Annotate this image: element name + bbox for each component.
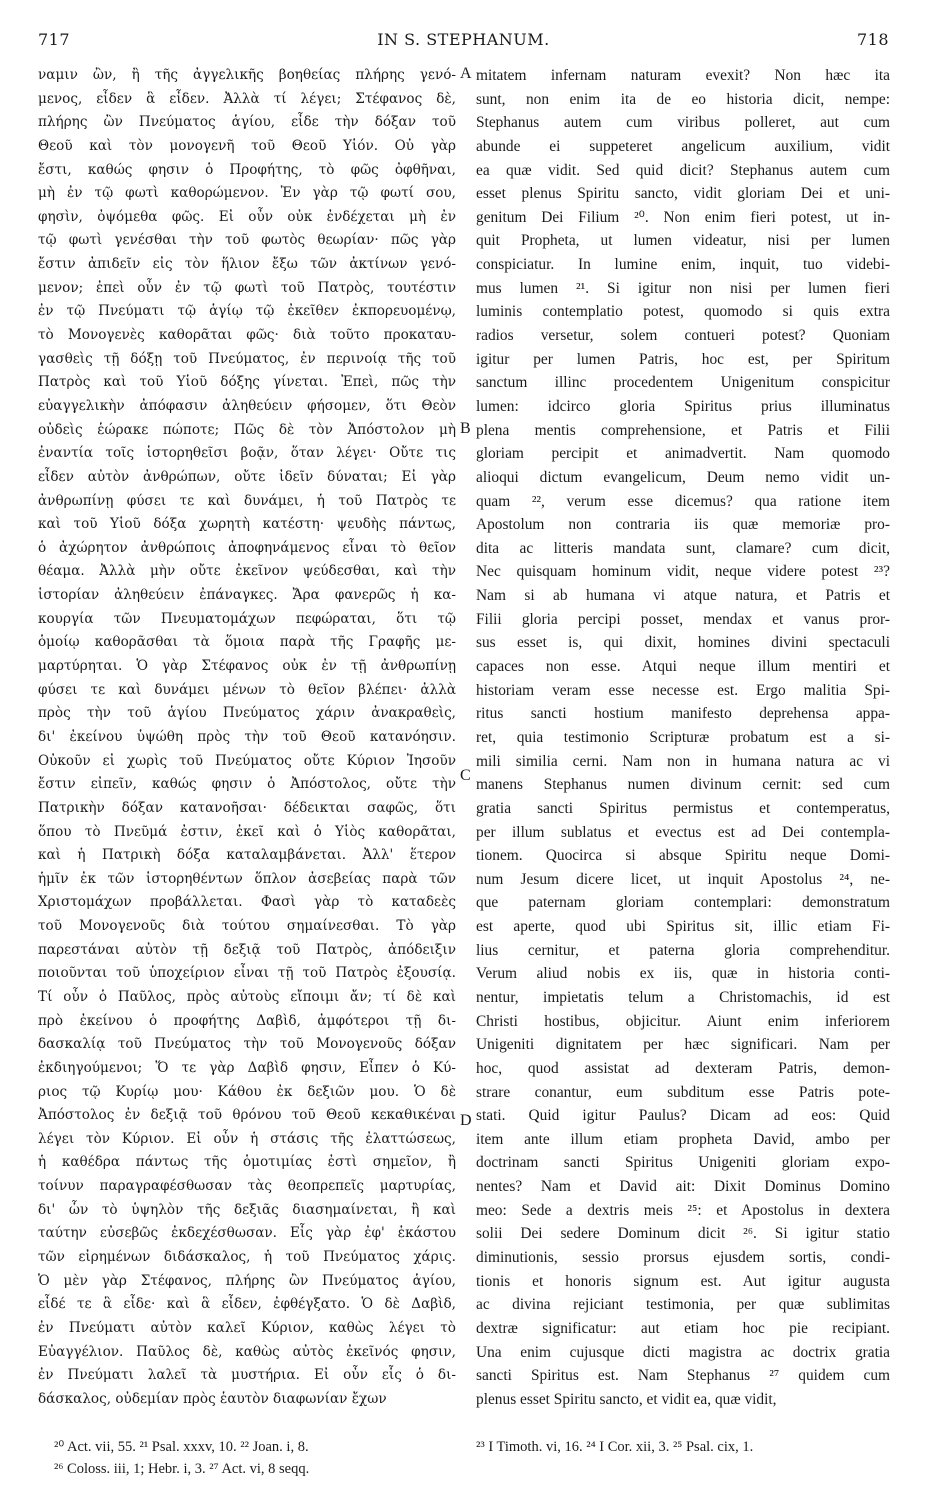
greek-column	[38, 64, 456, 1412]
greek-text-line: εἶδέ τε ἃ εἶδε· καὶ ἃ εἶδεν, ἐφθέγξατο. Ὁ δὲ Δαβὶδ,	[38, 1296, 456, 1313]
greek-text-line: ἀνθρωπίνῃ φύσει τε καὶ δυνάμει, ἡ τοῦ Πατρὸς τε	[38, 492, 456, 509]
latin-text-line: capaces non esse. Atqui neque illum mentiri et	[476, 658, 890, 676]
greek-text-line: καὶ ἡ Πατρικὴ δόξα καταλαμβάνεται. Ἀλλ' ἕτερον	[38, 847, 456, 864]
margin-letter-b: B	[460, 420, 471, 437]
greek-text-line: ἐκδιηγούμενοι; Ὅ τε γὰρ Δαβὶδ φησιν, Εἶπεν ὁ Κύ-	[38, 1059, 456, 1076]
greek-text-line: τοίνυν παραγραφέσθωσαν τὰς θεοπρεπεῖς μαρτυρίας,	[38, 1178, 456, 1195]
latin-text-line: Una enim cujusque dicti magistra ac doctrix gratia	[476, 1343, 890, 1361]
greek-text-line: μαρτύρηται. Ὁ γὰρ Στέφανος οὐκ ἐν τῇ ἀνθρωπίνῃ	[38, 658, 456, 675]
greek-text-line: ριος τῷ Κυρίῳ μου· Κάθου ἐκ δεξιῶν μου. Ὁ δὲ	[38, 1083, 456, 1100]
footnotes-left	[54, 1436, 464, 1480]
greek-text-line: παρεστάναι αὐτὸν τῇ δεξιᾷ τοῦ Πατρὸς, ἀπόδειξιν	[38, 941, 456, 958]
greek-text-line: οὐδεὶς ἑώρακε πώποτε; Πῶς δὲ τὸν Ἀπόστολον μὴ	[38, 421, 456, 438]
latin-text-line: doctrinam sancti Spiritus Unigeniti gloriam expo-	[476, 1154, 890, 1172]
latin-text-line: Apostolum non contraria iis quæ memoriæ pro-	[476, 516, 890, 534]
greek-text-line: ἐν Πνεύματι αὐτὸν καλεῖ Κύριον, καθὼς λέγει τὸ	[38, 1319, 456, 1336]
latin-text-line: esset plenus Spiritu sancto, vidit gloriam Dei et uni-	[476, 185, 890, 203]
latin-text-line: tionis et honoris signum est. Aut igitur augusta	[476, 1272, 890, 1290]
greek-text-line: μὴ ἐν τῷ φωτὶ καθορώμενον. Ἐν γὰρ τῷ φωτί σου,	[38, 185, 456, 202]
greek-text-line: πρὸς τὴν τοῦ ἁγίου Πνεύματος χάριν ἀνακραθεὶς,	[38, 705, 456, 722]
greek-text-line: ἔστιν εἰπεῖν, καθώς φησιν ὁ Ἀπόστολος, οὔτε τὴν	[38, 776, 456, 793]
latin-text-line: solii Dei sedere Dominum dicit ²⁶. Si igitur statio	[476, 1225, 890, 1243]
latin-text-line: sunt, non enim ita de eo historia dicit, nempe:	[476, 90, 890, 108]
latin-text-line: plena mentis comprehensione, et Patris et Filii	[476, 421, 890, 439]
greek-text-line: Πατρὸς καὶ τοῦ Υἱοῦ δόξης γίνεται. Ἐπεὶ, πῶς τὴν	[38, 374, 456, 391]
greek-text-line: θέαμα. Ἀλλὰ μὴν οὔτε ἐκεῖνον ψεύδεσθαι, καὶ τὴν	[38, 563, 456, 580]
greek-text-line: Τί οὖν ὁ Παῦλος, πρὸς αὐτοὺς εἴποιμι ἄν; τί δὲ καὶ	[38, 988, 456, 1005]
greek-text-line: ποιοῦνται τοῦ ὑποχείριον εἶναι τῇ τοῦ Πατρὸς ἐξουσίᾳ.	[38, 965, 456, 982]
latin-text-line: Unigeniti dignitatem per hæc significari. Nam per	[476, 1036, 890, 1054]
greek-text-line: Εὐαγγέλιον. Παῦλος δὲ, καθὼς αὐτὸς ἐκεῖνός φησιν,	[38, 1343, 456, 1360]
greek-text-line: ταύτην εὐσεβῶς ἐκδεχέσθωσαν. Εἷς γὰρ ἐφ' ἑκάστου	[38, 1225, 456, 1242]
greek-text-line: ὅπου τὸ Πνεῦμά ἐστιν, ἐκεῖ καὶ ὁ Υἱὸς καθορᾶται,	[38, 823, 456, 840]
latin-text-line: quam ²², verum esse dicemus? qua ratione item	[476, 492, 890, 510]
latin-text-line: mili similia cerni. Nam non in humana natura ac vi	[476, 752, 890, 770]
latin-text-line: hoc, quod assistat ad dexteram Patris, demon-	[476, 1059, 890, 1077]
latin-text-line: plenus esset Spiritu sancto, et vidit ea, quæ vidit,	[476, 1390, 777, 1408]
running-title: IN S. STEPHANUM.	[377, 30, 550, 49]
latin-text-line: Stephanus autem cum viribus polleret, aut cum	[476, 114, 890, 132]
latin-text-line: Filii gloria percipi posset, mendax et vanus pror-	[476, 610, 890, 628]
greek-text-line: Οὐκοῦν εἰ χωρὶς τοῦ Πνεύματος οὔτε Κύριον Ἰησοῦν	[38, 752, 456, 769]
greek-text-line: ἔστιν ἀπιδεῖν εἰς τὸν ἥλιον ἔξω τῶν ἀκτίνων γενό-	[38, 256, 456, 273]
greek-text-line: εἶδεν αὐτὸν ἀνθρώπων, οὔτε ἰδεῖν δύναται; Εἰ γὰρ	[38, 468, 456, 485]
greek-text-line: φησὶν, ὀψόμεθα φῶς. Εἰ οὖν οὐκ ἐνδέχεται μὴ ἐν	[38, 208, 456, 225]
latin-text-line: stati. Quid igitur Paulus? Dicam ad eos: Quid	[476, 1107, 890, 1125]
footnote-line: ²⁰ Act. vii, 55. ²¹ Psal. xxxv, 10. ²² Joan. i, 8.	[54, 1439, 309, 1455]
latin-text-line: Verum aliud nobis ex iis, quæ in historia conti-	[476, 965, 890, 983]
greek-text-line: δι' ὧν τὸ ὑψηλὸν τῆς δεξιᾶς διασημαίνεται, ἢ καὶ	[38, 1201, 456, 1218]
greek-text-line: τὸ Μονογενὲς καθορᾶται φῶς· διὰ τοῦτο προκαταυ-	[38, 327, 456, 344]
greek-text-line: ἐν Πνεύματι λαλεῖ τὰ μυστήρια. Εἰ οὖν εἷς ὁ δι-	[38, 1367, 456, 1384]
greek-text-line: τοῦ Μονογενοῦς διὰ τούτου σημαίνεσθαι. Τὸ γὰρ	[38, 918, 456, 935]
latin-text-line: num Jesum dicere licet, ut inquit Apostolus ²⁴, ne-	[476, 870, 890, 888]
latin-text-line: nentes? Nam et David ait: Dixit Dominus Domino	[476, 1178, 890, 1196]
latin-text-line: est aperte, quod ubi Spiritus sit, illic etiam Fi-	[476, 918, 890, 936]
greek-text-line: πρὸ ἐκείνου ὁ προφήτης Δαβὶδ, ἀμφότεροι τῇ δι-	[38, 1012, 456, 1029]
margin-letter-c: C	[460, 767, 471, 784]
latin-text-line: sancti Spiritus est. Nam Stephanus ²⁷ quidem cum	[476, 1367, 890, 1385]
latin-text-line: quit Propheta, ut lumen videatur, nisi per lumen	[476, 232, 890, 250]
greek-text-line: Πατρικὴν δόξαν κατανοῆσαι· δέδεικται σαφῶς, ὅτι	[38, 799, 456, 816]
greek-text-line: πλήρης ὢν Πνεύματος ἁγίου, εἶδε τὴν δόξαν τοῦ	[38, 114, 456, 131]
greek-text-line: καὶ τοῦ Υἱοῦ δόξα χωρητὴ κατέστη· ψευδὴς πάντως,	[38, 516, 456, 533]
greek-text-line: τῷ φωτὶ γενέσθαι τὴν τοῦ φωτὸς θεωρίαν· πῶς γὰρ	[38, 232, 456, 249]
greek-text-line: κουργία τῶν Πνευματομάχων πεφώραται, ὅτι τῷ	[38, 610, 456, 627]
latin-text-line: Nec quisquam hominum vidit, neque videre potest ²³?	[476, 563, 890, 581]
greek-text-line: Θεοῦ καὶ τὸν μονογενῆ τοῦ Θεοῦ Υἱόν. Οὐ γὰρ	[38, 137, 456, 154]
latin-text-line: gloriam percipit et animadvertit. Nam quomodo	[476, 445, 890, 463]
latin-text-line: ea quæ vidit. Sed quid dicit? Stephanus autem cum	[476, 161, 890, 179]
latin-text-line: ac divina rejiciant testimonia, per quæ sublimitas	[476, 1296, 890, 1314]
latin-text-line: lius cernitur, et paterna gloria comprehenditur.	[476, 941, 890, 959]
greek-text-line: ὁ ἀχώρητον ἀνθρώποις ἀποφηνάμενος εἶναι τὸ θεῖον	[38, 539, 456, 556]
greek-text-line: ναμιν ὢν, ἢ τῆς ἀγγελικῆς βοηθείας πλήρης γενό-	[38, 67, 456, 83]
latin-text-line: sanctum illinc procedentem Unigenitum conspicitur	[476, 374, 890, 392]
greek-text-line: ἡ καθέδρα πάντως τῆς ὁμοτιμίας ἐστὶ σημεῖον, ἢ	[38, 1154, 456, 1171]
latin-text-line: nentur, impietatis telum a Christomachis, id est	[476, 988, 890, 1006]
latin-text-line: igitur per lumen Patris, hoc est, per Spiritum	[476, 350, 890, 368]
latin-text-line: per illum sublatus et evectus est ad Dei contempla-	[476, 823, 890, 841]
greek-text-line: Ὁ μὲν γὰρ Στέφανος, πλήρης ὢν Πνεύματος ἁγίου,	[38, 1272, 456, 1289]
latin-text-line: que paternam gloriam contemplari: demonstratum	[476, 894, 890, 912]
greek-text-line: Χριστομάχων προβάλλεται. Φασὶ γὰρ τὸ καταδεὲς	[38, 894, 456, 911]
latin-column	[476, 64, 890, 1412]
latin-text-line: radios versetur, solem contueri potest? Quoniam	[476, 327, 890, 345]
greek-text-line: ἱστορίαν ἀληθεύειν ἐπάναγκες. Ἄρα φανερῶς ἡ κα-	[38, 587, 456, 604]
greek-text-line: δασκαλίᾳ τοῦ Πνεύματος τὴν τοῦ Μονογενοῦς δόξαν	[38, 1036, 456, 1053]
footnote-line: ²⁶ Coloss. iii, 1; Hebr. i, 3. ²⁷ Act. vi, 8 seqq.	[54, 1461, 310, 1477]
footnotes-right	[476, 1436, 890, 1458]
greek-text-line: λέγει τὸν Κύριον. Εἰ οὖν ἡ στάσις τῆς ἐλαττώσεως,	[38, 1130, 456, 1147]
greek-text-line: ἐν τῷ Πνεύματι τῷ ἁγίῳ τῷ ἐκεῖθεν ἐκπορευομένῳ,	[38, 303, 456, 320]
latin-text-line: alioqui dictum evangelicum, Deum nemo vidit un-	[476, 468, 890, 486]
latin-text-line: ret, quia testimonio Scripturæ probatum est a si-	[476, 728, 890, 746]
running-head	[38, 30, 889, 54]
latin-text-line: strare conantur, eum subditum esse Patris pote-	[476, 1083, 890, 1101]
greek-text-line: μενος, εἶδεν ἃ εἶδεν. Ἀλλὰ τί λέγει; Στέφανος δὲ,	[38, 90, 456, 107]
latin-text-line: Christi hostibus, objicitur. Aiunt enim inferiorem	[476, 1012, 890, 1030]
latin-text-line: genitum Dei Filium ²⁰. Non enim fieri potest, ut in-	[476, 208, 890, 226]
greek-text-line: ἐναντία τοῖς ἱστορηθεῖσι βοᾷν, ὅταν λέγει· Οὔτε τις	[38, 445, 456, 462]
latin-text-line: tionem. Quocirca si absque Spiritu neque Domi-	[476, 847, 890, 865]
latin-text-line: gratia sancti Spiritus permistus et contemperatus,	[476, 799, 890, 817]
page-number-left: 717	[38, 30, 71, 49]
latin-text-line: dextræ significatur: aut etiam hoc pie recipiant.	[476, 1319, 890, 1337]
greek-text-line: δάσκαλος, οὐδεμίαν πρὸς ἑαυτὸν διαφωνίαν ἔχων	[38, 1390, 387, 1407]
latin-text-line: mus lumen ²¹. Si igitur non nisi per lumen fieri	[476, 279, 890, 297]
latin-text-line: sus esset is, qui dixit, homines divini spectaculi	[476, 634, 890, 652]
greek-text-line: Ἀπόστολος ἐν δεξιᾷ τοῦ θρόνου τοῦ Θεοῦ κεκαθικέναι	[38, 1107, 456, 1124]
latin-text-line: dita ac litteris mandata sunt, clamare? cum dicit,	[476, 539, 890, 557]
greek-text-line: ἔστι, καθώς φησιν ὁ Προφήτης, τὸ φῶς ὀφθῆναι,	[38, 161, 456, 178]
footnote-line: ²³ I Timoth. vi, 16. ²⁴ I Cor. xii, 3. ²⁵ Psal. cix, 1.	[476, 1439, 754, 1455]
greek-text-line: ἡμῖν ἐκ τῶν ἱστορηθέντων ὅπλον ἀσεβείας παρὰ τῶν	[38, 870, 456, 887]
latin-text-line: Nam si ab humana vi atque natura, et Patris et	[476, 587, 890, 605]
latin-text-line: historiam veram esse necesse est. Ergo malitia Spi-	[476, 681, 890, 699]
greek-text-line: τῶν εἰρημένων διδάσκαλος, ἡ τοῦ Πνεύματος χάρις.	[38, 1249, 456, 1266]
latin-text-line: ritus sancti hostium manifesto deprehensa appa-	[476, 705, 890, 723]
greek-text-line: δι' ἐκείνου ὑψώθη πρὸς τὴν τοῦ Θεοῦ κατανόησιν.	[38, 728, 456, 745]
latin-text-line: abunde ei suppeteret angelicum auxilium, vidit	[476, 137, 890, 155]
latin-text-line: diminutionis, sessio prorsus ejusdem sortis, condi-	[476, 1249, 890, 1267]
latin-text-line: meo: Sede a dextris meis ²⁵: et Apostolus in dextera	[476, 1201, 890, 1219]
latin-text-line: lumen: idcirco gloria Spiritus prius illuminatus	[476, 397, 890, 415]
greek-text-line: εὐαγγελικὴν ἀπόφασιν ἀληθεύειν φήσομεν, ὅτι Θεὸν	[38, 397, 456, 414]
latin-text-line: conspiciatur. In lumine enim, inquit, tuo videbi-	[476, 256, 890, 274]
latin-text-line: luminis contemplatio potest, quomodo si quis extra	[476, 303, 890, 321]
margin-letter-d: D	[460, 1112, 472, 1129]
greek-text-line: ὁμοίῳ καθορᾶσθαι τὰ ὅμοια παρὰ τῆς Γραφῆς με-	[38, 634, 456, 651]
margin-letter-a: A	[460, 65, 472, 82]
greek-text-line: φύσει τε καὶ δυνάμει μένων τὸ θεῖον βλέπει· ἀλλὰ	[38, 681, 456, 698]
greek-text-line: γασθεὶς τῇ δόξῃ τοῦ Πνεύματος, ἐν περινοίᾳ τῆς τοῦ	[38, 350, 456, 367]
latin-text-line: manens Stephanus numen divinum cernit: sed cum	[476, 776, 890, 794]
greek-text-line: μενον; ἐπεὶ οὖν ἐν τῷ φωτὶ τοῦ Πατρὸς, τουτέστιν	[38, 279, 456, 296]
latin-text-line: item ante illum etiam propheta David, ambo per	[476, 1130, 890, 1148]
latin-text-line: mitatem infernam naturam evexit? Non hæc ita	[476, 67, 890, 84]
page-number-right: 718	[856, 30, 889, 49]
